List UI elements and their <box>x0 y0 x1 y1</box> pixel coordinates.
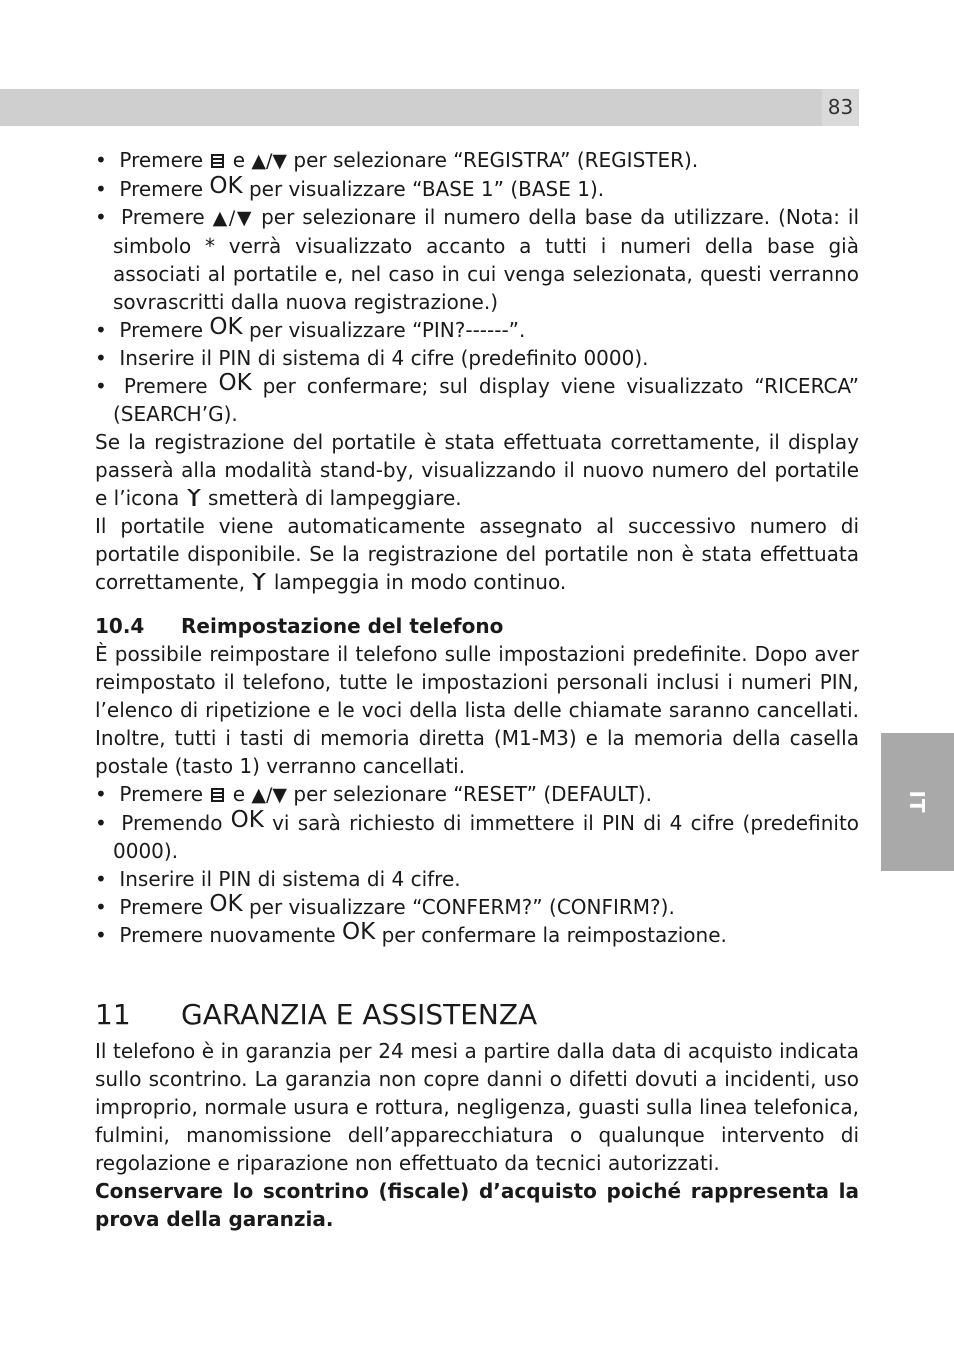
menu-icon <box>211 154 224 168</box>
ok-key-icon: OK <box>209 173 243 199</box>
antenna-icon <box>186 488 202 506</box>
language-tab-label: IT <box>905 790 929 814</box>
up-down-arrow-icon: ▲/▼ <box>251 784 288 806</box>
chapter-title: GARANZIA E ASSISTENZA <box>181 998 538 1031</box>
ok-key-icon: OK <box>209 314 243 340</box>
paragraph: È possibile reimpostare il telefono sulle impostazioni predefinite. Dopo aver reimpostato il telefono, tutte le impostazioni personali inclusi i numeri PIN, l’elenco di ripetizione e le voci della lista delle chiamate saranno cancellati. Inoltre, tutti i tasti di memoria diretta (M1-M3) e la memoria della casella postale (tasto 1) verranno cancellati. <box>95 642 859 778</box>
paragraph: Il telefono è in garanzia per 24 mesi a partire dalla data di acquisto indicata sullo scontrino. La garanzia non copre danni o difetti dovuti a incidenti, uso improprio, normale usura e rottura, negligenza, guasti sulla linea telefonica, fulmini, manomissione dell’apparecchiatura o qualunque intervento di regolazione e riparazione non effettuato da tecnici autorizzati. <box>95 1039 859 1175</box>
list-item: • Inserire il PIN di sistema di 4 cifre. <box>95 865 859 893</box>
section-number: 10.4 <box>95 614 145 638</box>
list-item: • Premere OK per visualizzare “CONFERM?” (CONFIRM?). <box>95 893 859 921</box>
chapter-number: 11 <box>95 998 131 1031</box>
list-item: • Premere e ▲/▼ per selezionare “REGISTRA” (REGISTER). <box>95 146 859 175</box>
paragraph: Se la registrazione del portatile è stata effettuata correttamente, il display passerà alla modalità stand-by, visualizzando il nuovo numero del portatile e l’icona smetterà di lampeggiare. <box>95 430 859 510</box>
warranty-note: Conservare lo scontrino (fiscale) d’acquisto poiché rappresenta la prova della garanzia. <box>95 1179 859 1231</box>
ok-key-icon: OK <box>342 919 376 945</box>
list-item: • Premere OK per visualizzare “PIN?------”. <box>95 316 859 344</box>
list-item: • Premendo OK vi sarà richiesto di immettere il PIN di 4 cifre (predefinito 0000). <box>95 809 859 865</box>
menu-icon <box>211 788 224 802</box>
language-tab <box>881 733 954 871</box>
list-item: • Premere OK per confermare; sul display viene visualizzato “RICERCA” (SEARCH’G). <box>95 372 859 428</box>
list-item: • Inserire il PIN di sistema di 4 cifre (predefinito 0000). <box>95 344 859 372</box>
list-item: • Premere OK per visualizzare “BASE 1” (BASE 1). <box>95 175 859 203</box>
up-down-arrow-icon: ▲/▼ <box>212 207 254 229</box>
ok-key-icon: OK <box>209 891 243 917</box>
ok-key-icon: OK <box>230 807 264 833</box>
paragraph: Il portatile viene automaticamente assegnato al successivo numero di portatile disponibile. Se la registrazione del portatile non è stata effettuata correttamente, lampeggia in modo continuo. <box>95 514 859 594</box>
antenna-icon <box>251 572 267 590</box>
list-item: • Premere ▲/▼ per selezionare il numero della base da utilizzare. (Nota: il simbolo * verrà visualizzato accanto a tutti i numeri della base già associati al portatile e, nel caso in cui venga selezionata, questi verranno sovrascritti dalla nuova registrazione.) <box>95 203 859 316</box>
section-heading <box>95 612 859 640</box>
header-bar <box>0 89 822 126</box>
chapter-heading <box>95 997 859 1033</box>
list-item: • Premere e ▲/▼ per selezionare “RESET” (DEFAULT). <box>95 780 859 809</box>
ok-key-icon: OK <box>218 370 252 396</box>
page-number: 83 <box>822 89 859 126</box>
list-item: • Premere nuovamente OK per confermare la reimpostazione. <box>95 921 859 949</box>
page-content <box>95 146 859 1233</box>
up-down-arrow-icon: ▲/▼ <box>251 150 288 172</box>
section-title: Reimpostazione del telefono <box>181 614 504 638</box>
